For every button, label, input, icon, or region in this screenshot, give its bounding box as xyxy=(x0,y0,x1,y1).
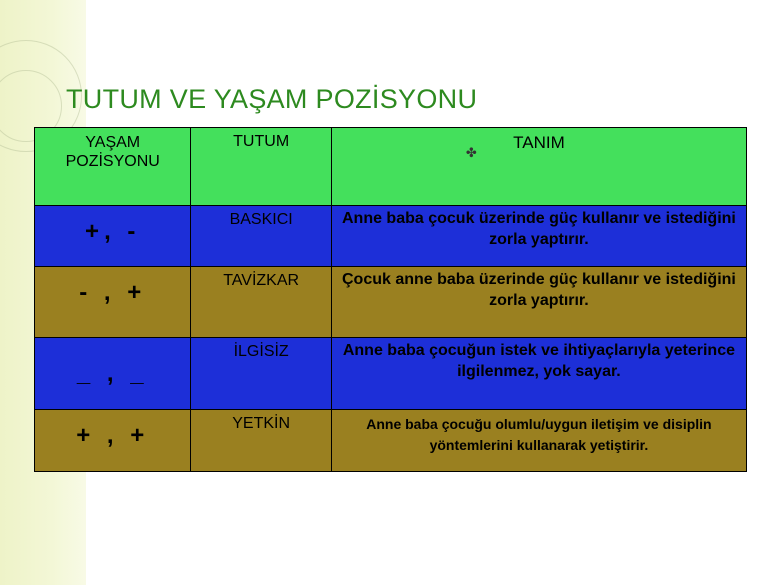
attitude-table xyxy=(34,127,747,472)
table-header-row xyxy=(35,128,747,206)
attitude-cell xyxy=(191,338,331,410)
header-attitude: TUTUM xyxy=(233,133,290,150)
header-definition-cell xyxy=(331,128,746,206)
definition-cell xyxy=(331,410,746,472)
position-cell xyxy=(35,338,191,410)
attitude-value: İLGİSİZ xyxy=(233,343,289,360)
definition-cell xyxy=(331,206,746,267)
attitude-cell xyxy=(191,206,331,267)
table-row xyxy=(35,338,747,410)
position-value: +, - xyxy=(85,218,141,245)
position-value: + , + xyxy=(76,422,150,449)
position-cell xyxy=(35,410,191,472)
definition-value: Anne baba çocuğun istek ve ihtiyaçlarıyla yeterince ilgilenmez, yok sayar. xyxy=(342,342,735,380)
bullet-icon: ✤ xyxy=(465,145,477,160)
attitude-value: YETKİN xyxy=(232,415,291,432)
attitude-cell xyxy=(191,267,331,338)
definition-value: Anne baba çocuk üzerinde güç kullanır ve istediğini zorla yaptırır. xyxy=(341,210,736,248)
table-row xyxy=(35,410,747,472)
position-cell xyxy=(35,267,191,338)
header-position-line2: POZİSYONU xyxy=(65,153,160,170)
table-row xyxy=(35,267,747,338)
definition-cell xyxy=(331,338,746,410)
attitude-cell xyxy=(191,410,331,472)
header-attitude-cell xyxy=(191,128,331,206)
header-definition: TANIM xyxy=(513,133,565,152)
attitude-value: BASKICI xyxy=(229,211,293,228)
definition-value: Anne baba çocuğu olumlu/uygun iletişim ve disiplin yöntemlerini kullanarak yetiştirir. xyxy=(366,416,712,453)
header-position-line1: YAŞAM xyxy=(85,134,141,151)
definition-value: Çocuk anne baba üzerinde güç kullanır ve istediğini zorla yaptırır. xyxy=(341,271,736,309)
position-value: _ , _ xyxy=(76,360,149,387)
definition-cell xyxy=(331,267,746,338)
header-position-cell xyxy=(35,128,191,206)
table-row xyxy=(35,206,747,267)
position-value: - , + xyxy=(79,279,147,306)
slide-title: TUTUM VE YAŞAM POZİSYONU xyxy=(66,84,478,114)
attitude-value: TAVİZKAR xyxy=(223,272,300,289)
position-cell xyxy=(35,206,191,267)
